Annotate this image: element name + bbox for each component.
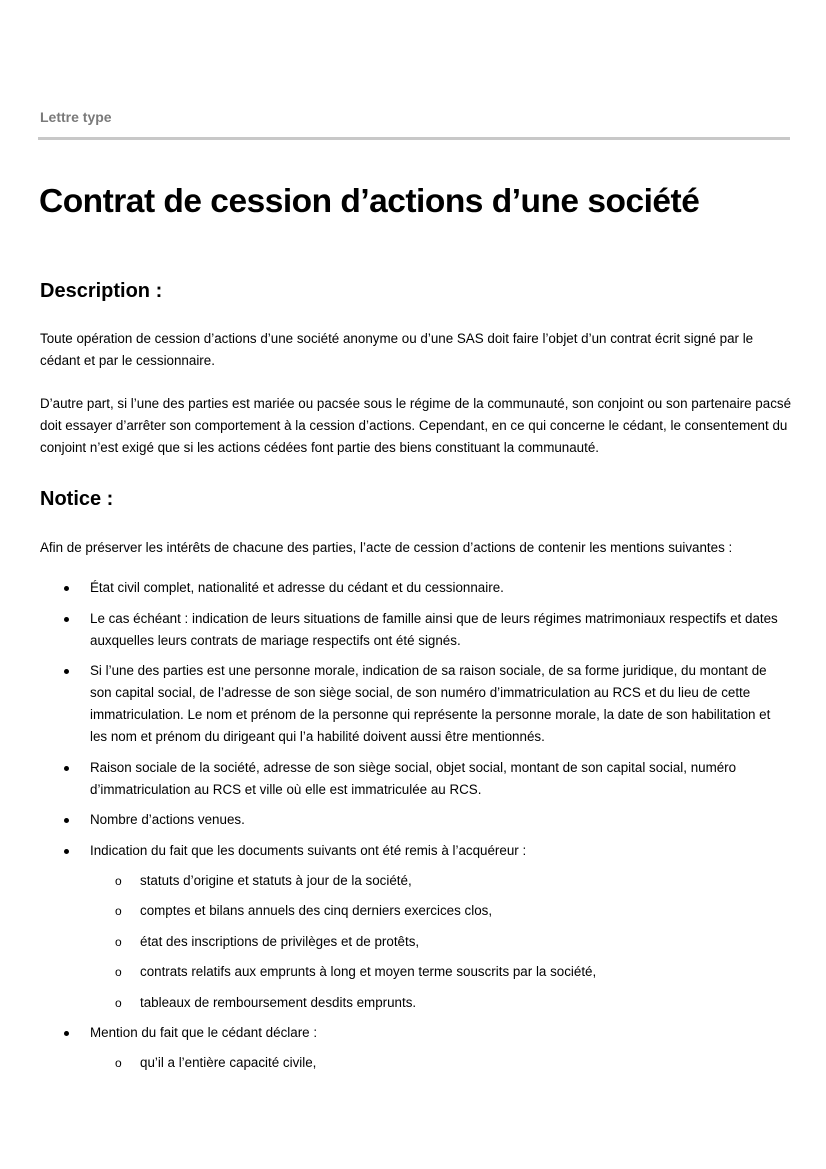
notice-item-text: Le cas échéant : indication de leurs situations de famille ainsi que de leurs régimes matrimoniaux respectifs et dates auxquelles leurs contrats de mariage respectifs ont été signés. [90,610,778,648]
notice-item-text: Indication du fait que les documents suivants ont été remis à l’acquéreur : [90,842,527,858]
notice-list-item [0,608,790,652]
notice-item-text: Nombre d’actions venues. [90,812,245,827]
circle-bullet-icon: o [115,904,122,918]
bullet-icon [64,669,69,674]
bullet-icon [64,586,69,591]
page-title: Contrat de cession d’actions d’une société [39,183,700,220]
notice-subitem-text: état des inscriptions de privilèges et de protêts, [140,933,420,949]
notice-list [0,577,826,1083]
notice-heading: Notice : [40,488,114,510]
notice-list-item [0,660,790,748]
notice-item-text: Raison sociale de la société, adresse de son siège social, objet social, montant de son capital social, numéro d’immatriculation au RCS et ville où elle est immatriculée au RCS. [90,759,737,797]
notice-sublist-item [0,931,790,953]
bullet-icon [64,766,69,771]
circle-bullet-icon: o [115,934,122,949]
notice-sublist-item [0,900,790,922]
notice-item-text: État civil complet, nationalité et adresse du cédant et du cessionnaire. [90,580,504,595]
description-paragraph-2: D’autre part, si l’une des parties est mariée ou pacsée sous le régime de la communauté, son conjoint ou son partenaire pacsé doit essayer d’arrêter son comportement à la cession d’actions. Cependant, en ce qui concerne le cédant, le consentement du conjoint n’est exigé que si les actions cédées font partie des biens constituant la communauté. [40,396,792,455]
circle-bullet-icon: o [115,965,122,979]
bullet-icon [64,849,69,854]
description-paragraph-1: Toute opération de cession d’actions d’une société anonyme ou d’une SAS doit faire l’objet d’un contrat écrit signé par le cédant et par le cessionnaire. [40,331,754,368]
bullet-icon [64,617,69,622]
notice-intro: Afin de préserver les intérêts de chacune des parties, l’acte de cession d’actions de contenir les mentions suivantes : [40,540,733,555]
notice-sublist-item [0,870,790,892]
circle-bullet-icon: o [115,873,122,888]
notice-sublist [90,870,790,1014]
notice-item-text: Si l’une des parties est une personne morale, indication de sa raison sociale, de sa forme juridique, du montant de son capital social, de l’adresse de son siège social, de son numéro d’immatriculation au RCS et du lieu de cette immatriculation. Le nom et prénom de la personne qui représente la personne morale, la date de son habilitation et les nom et prénom du dirigeant qui l’a habilité doivent aussi être mentionnés. [90,663,771,744]
notice-subitem-text: qu’il a l’entière capacité civile, [140,1055,317,1070]
notice-sublist-item [0,961,790,983]
notice-item-text: Mention du fait que le cédant déclare : [90,1025,318,1040]
circle-bullet-icon: o [115,995,122,1010]
notice-list-item [0,577,790,599]
description-heading: Description : [40,280,163,302]
header-divider [38,137,790,140]
circle-bullet-icon: o [115,1056,122,1070]
bullet-icon [64,818,69,823]
notice-subitem-text: contrats relatifs aux emprunts à long et moyen terme souscrits par la société, [140,964,597,979]
notice-subitem-text: comptes et bilans annuels des cinq derniers exercices clos, [140,903,493,918]
notice-list-item [0,757,790,801]
notice-sublist-item [0,1052,790,1074]
notice-list-item [0,809,790,831]
notice-subitem-text: statuts d’origine et statuts à jour de la société, [140,872,412,888]
bullet-icon [64,1031,69,1036]
notice-list-item [0,840,790,1014]
notice-sublist-item [0,992,790,1014]
notice-sublist [90,1052,790,1074]
notice-list-item [0,1022,790,1074]
document-type-label: Lettre type [40,109,112,125]
notice-subitem-text: tableaux de remboursement desdits emprunts. [140,994,417,1010]
